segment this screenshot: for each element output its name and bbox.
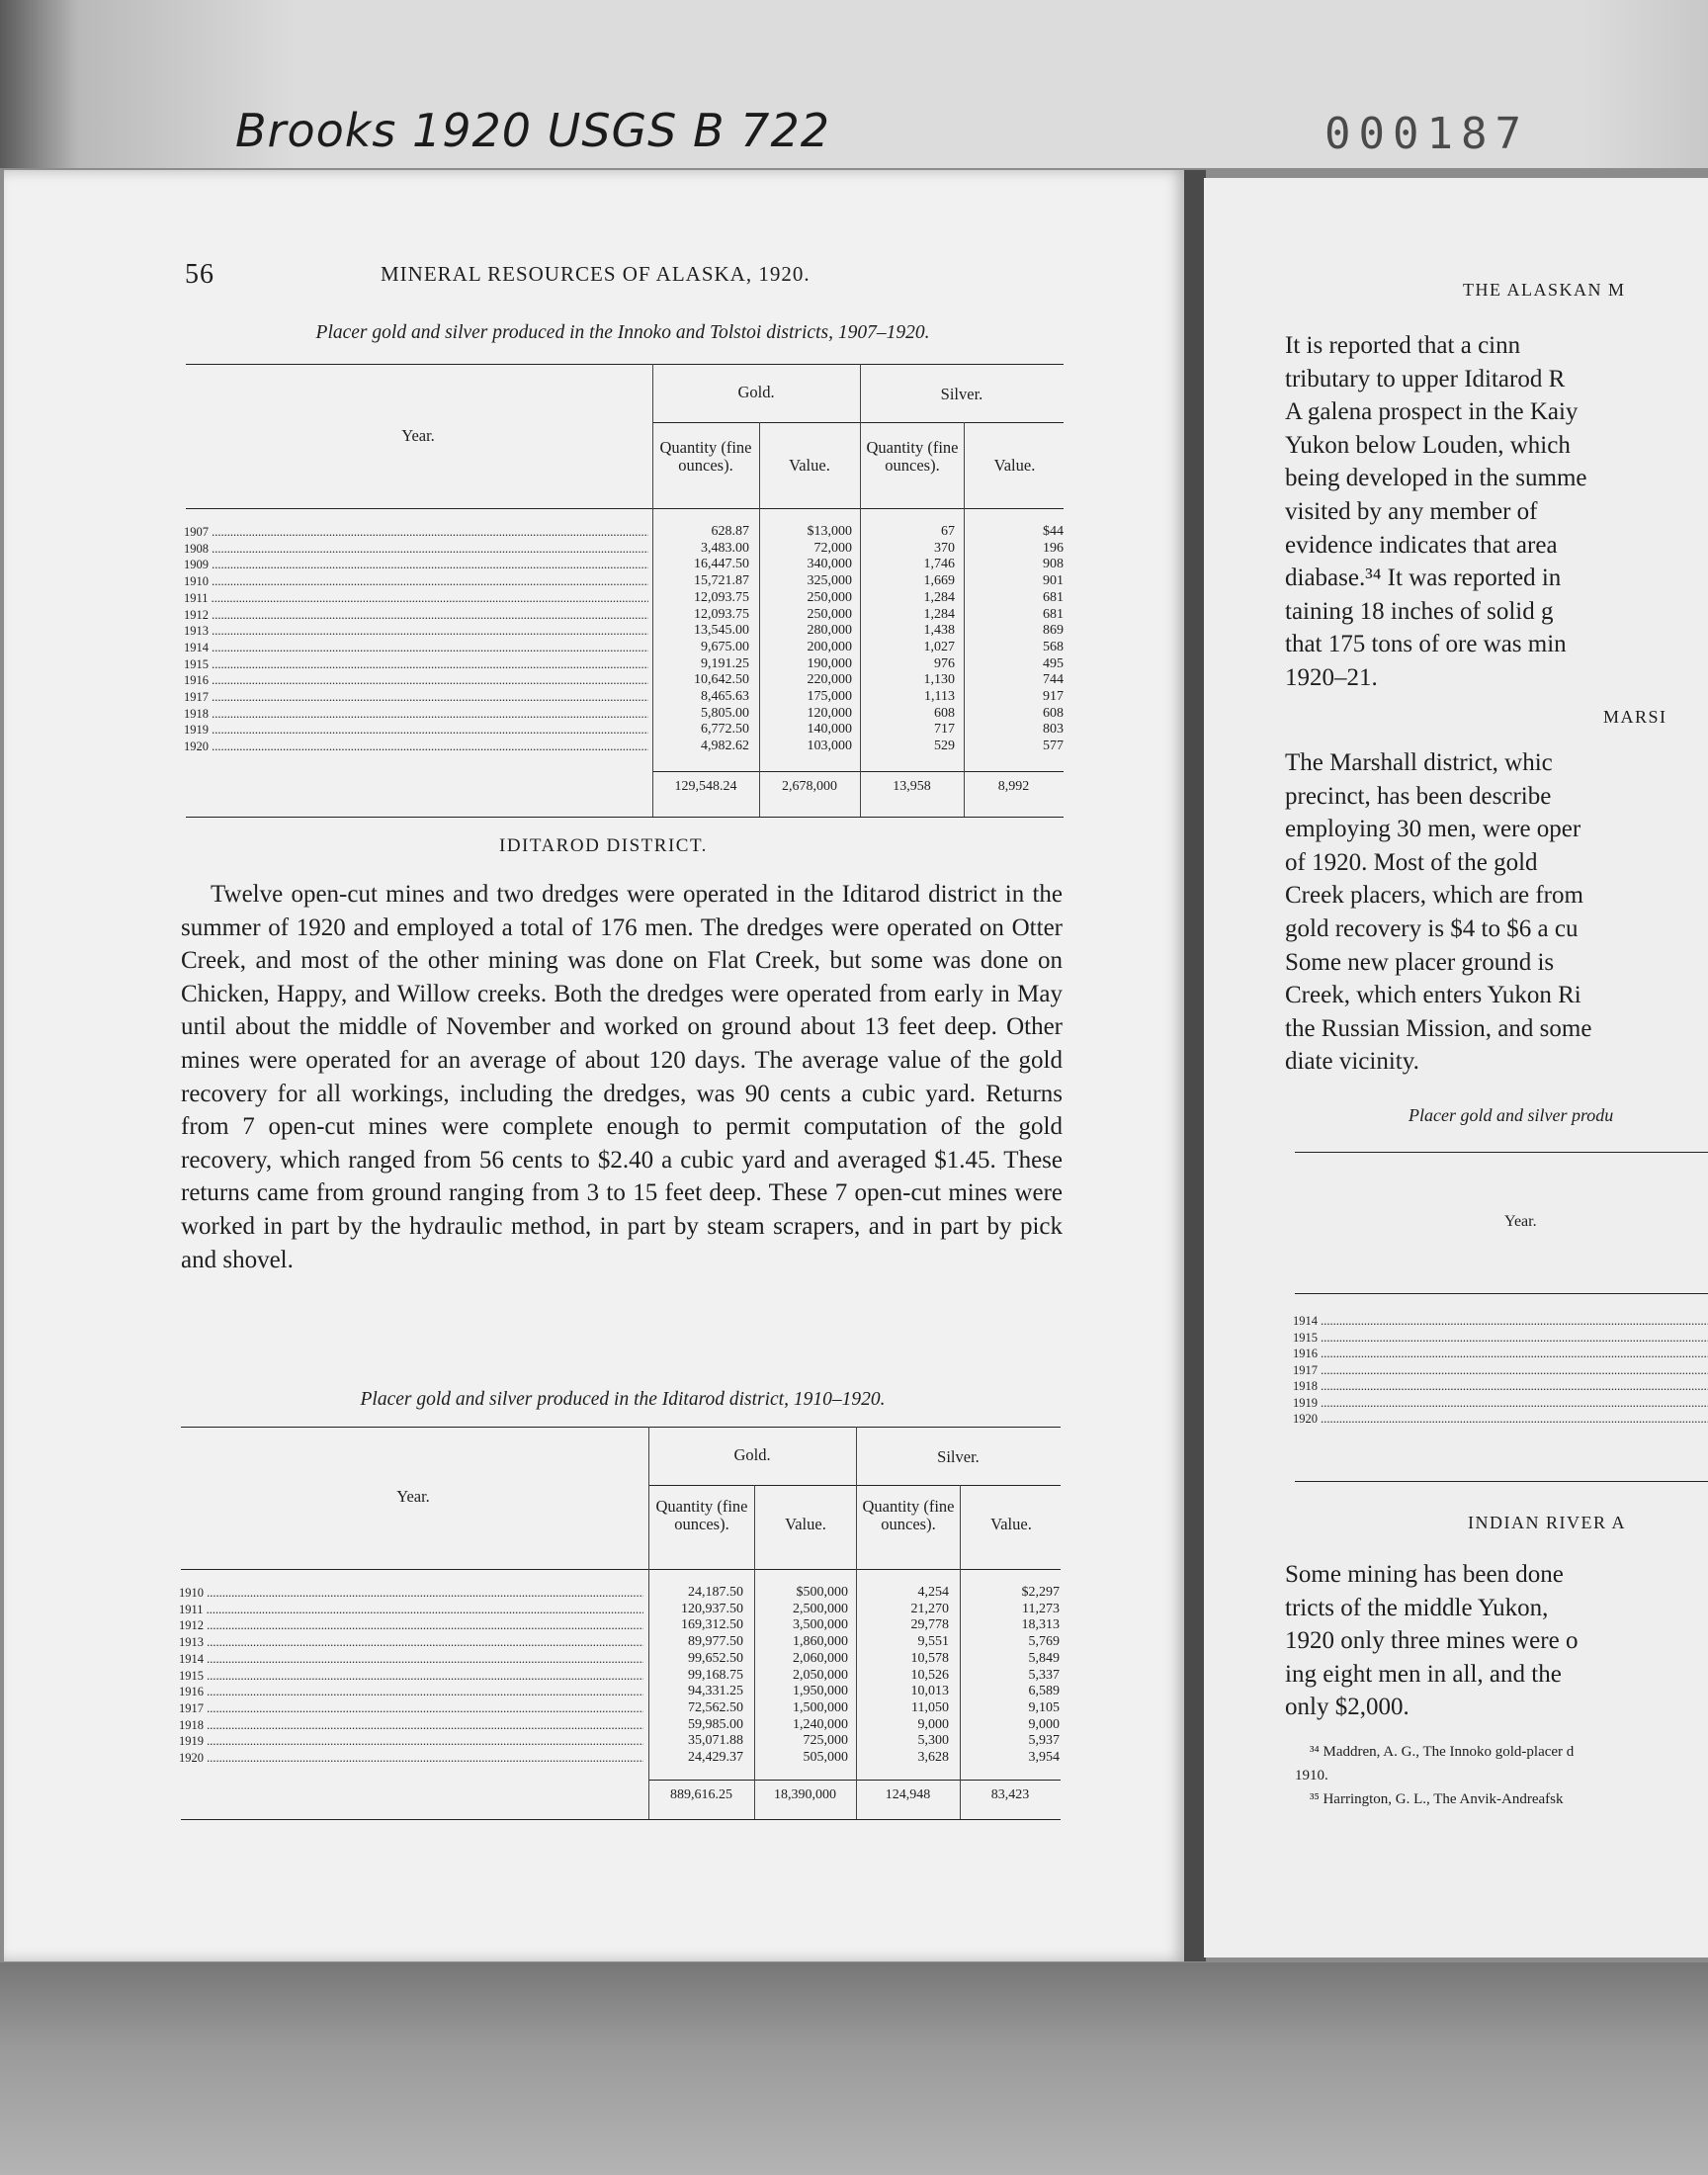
table2-silver-value-cell: 6,589 <box>1028 1684 1060 1699</box>
text-line: Creek, which enters Yukon Ri <box>1285 982 1581 1009</box>
table1-silver-qty-cell: 717 <box>934 722 955 738</box>
right-table-year-cell: 1920 ..... <box>1293 1411 1708 1428</box>
table2-gold-qty-column <box>654 1585 743 1767</box>
table1-year-cell: 1919 ..... <box>184 722 648 739</box>
table1-gold-qty-cell: 628.87 <box>711 524 749 539</box>
table2-total-gold-qty: 889,616.25 <box>670 1787 732 1802</box>
table1-silver-value-cell: 901 <box>1043 573 1064 589</box>
table2-vrule <box>856 1427 857 1819</box>
right-paragraph-1 <box>1285 329 1586 695</box>
table2-top-rule <box>181 1427 1061 1428</box>
table1-silver-qty-cell: 1,284 <box>923 606 955 622</box>
table2-gold-value-cell: 1,860,000 <box>793 1634 848 1650</box>
paragraph-text: Twelve open-cut mines and two dredges were operated in the Iditarod district in the summer of 1920 and employed a total of 176 men. The dredges were operated on Otter Creek, and most of the other mining was done on Flat Creek, but some was done on Chicken, Happy, and Willow creeks. Both the dredges were operated from early in May until about the middle of November and worked on ground about 13 feet deep. Other mines were operated for an average of about 120 days. The average value of the gold recovery for all workings, including the dredges, was 90 cents a cubic yard. Returns from 7 open-cut mines were complete enough to permit computation of the gold recovery, which ranged from 56 cents to $2.40 a cubic yard and averaged $1.45. These returns came from ground ranging from 3 to 15 feet deep. These 7 open-cut mines were worked in part by the hydraulic method, in part by steam scrapers, and in part by pick and shovel. <box>181 881 1063 1273</box>
text-line: Yukon below Louden, which <box>1285 431 1571 459</box>
text-line: of 1920. Most of the gold <box>1285 848 1538 876</box>
text-line: only $2,000. <box>1285 1694 1409 1721</box>
table1-gold-value-cell: 220,000 <box>807 672 852 688</box>
table2-year-cell: 1915 ..... <box>179 1668 643 1685</box>
table1-silver-qty-cell: 67 <box>941 524 955 539</box>
table2-year-header: Year. <box>396 1487 430 1506</box>
table1-silver-value-cell: 917 <box>1043 689 1064 705</box>
table1-gold-value-cell: 280,000 <box>807 623 852 639</box>
table1-gold-value-cell: 250,000 <box>807 589 852 605</box>
body-paragraph <box>181 878 1063 1276</box>
table1-gold-qty-cell: 12,093.75 <box>694 606 749 622</box>
table1-total-gold-qty: 129,548.24 <box>674 779 737 794</box>
text-line: diate vicinity. <box>1285 1048 1419 1076</box>
table1-gold-header: Gold. <box>737 383 775 401</box>
table2-silver-qty-column <box>860 1585 949 1767</box>
table1-silver-qty-cell: 1,438 <box>923 623 955 639</box>
table1-gold-value-cell: 340,000 <box>807 557 852 572</box>
table1-vrule <box>652 364 653 817</box>
table2-silver-qty-cell: 10,578 <box>910 1650 949 1666</box>
table2-year-cell: 1920 ..... <box>179 1750 643 1767</box>
table1-gold-qty-column <box>660 524 749 755</box>
table2-vrule <box>754 1485 755 1819</box>
table1-silver-value-cell: 681 <box>1043 589 1064 605</box>
table2-gold-qty-cell: 89,977.50 <box>688 1634 743 1650</box>
table2-gold-qty-cell: 35,071.88 <box>688 1733 743 1749</box>
table2-total-silver-value: 83,423 <box>990 1787 1030 1802</box>
table1-silver-value-header: Value. <box>993 456 1036 475</box>
table2-bottom-rule <box>181 1819 1061 1820</box>
text-line: being developed in the summe <box>1285 465 1587 492</box>
table1-year-cell: 1913 ..... <box>184 623 648 640</box>
table1-vrule <box>860 364 861 817</box>
table2-gold-value-cell: 1,500,000 <box>793 1699 848 1715</box>
text-line: Some mining has been done <box>1285 1561 1564 1588</box>
table1-gold-qty-cell: 9,191.25 <box>701 655 749 671</box>
table1-silver-qty-cell: 529 <box>934 739 955 754</box>
table2-total-rule <box>648 1780 1061 1781</box>
table1-gold-qty-cell: 16,447.50 <box>694 557 749 572</box>
text-line: precinct, has been describe <box>1285 782 1552 810</box>
table2-year-cell: 1912 ..... <box>179 1617 643 1634</box>
text-line: 1920 only three mines were o <box>1285 1627 1579 1655</box>
table1-total-rule <box>652 771 1064 772</box>
right-table-year-cell: 1914 ..... <box>1293 1313 1708 1330</box>
table2-silver-value-cell: 5,937 <box>1028 1733 1060 1749</box>
table1-year-cell: 1909 ..... <box>184 557 648 573</box>
table1-gold-qty-cell: 10,642.50 <box>694 672 749 688</box>
table1-silver-value-cell: 495 <box>1043 655 1064 671</box>
table1-year-cell: 1918 ..... <box>184 706 648 723</box>
table2-gold-qty-cell: 24,187.50 <box>688 1585 743 1600</box>
table2-gold-value-cell: 2,500,000 <box>793 1601 848 1616</box>
table1-gold-value-header: Value. <box>789 456 830 475</box>
table1-gold-value-cell: 250,000 <box>807 606 852 622</box>
table1-year-cell: 1920 ..... <box>184 739 648 755</box>
table1-group-rule <box>652 422 1064 423</box>
table1-gold-value-cell: 140,000 <box>807 722 852 738</box>
right-table-year-column <box>1293 1313 1708 1428</box>
table1-silver-qty-cell: 608 <box>934 705 955 721</box>
stamp-number: 000187 <box>1324 109 1529 159</box>
table1-bottom-rule <box>186 817 1064 818</box>
table2-silver-qty-cell: 3,628 <box>917 1750 949 1766</box>
table1-silver-qty-cell: 1,130 <box>923 672 955 688</box>
table1-year-cell: 1911 ..... <box>184 590 648 607</box>
handwritten-note: Brooks 1920 USGS B 722 <box>235 104 830 157</box>
table1-total-gold-value: 2,678,000 <box>782 779 837 794</box>
table2-silver-qty-cell: 4,254 <box>917 1585 949 1600</box>
running-head: MINERAL RESOURCES OF ALASKA, 1920. <box>381 262 811 286</box>
table1-year-cell: 1914 ..... <box>184 640 648 656</box>
table1-silver-value-cell: 869 <box>1043 623 1064 639</box>
table2-silver-value-cell: 5,849 <box>1028 1650 1060 1666</box>
text-line: that 175 tons of ore was min <box>1285 631 1567 658</box>
text-line: visited by any member of <box>1285 497 1538 525</box>
table1-gold-qty-cell: 15,721.87 <box>694 573 749 589</box>
table2-silver-value-cell: 3,954 <box>1028 1750 1060 1766</box>
table1-silver-qty-header: Quantity (fine ounces). <box>866 438 959 475</box>
table1-year-cell: 1916 ..... <box>184 672 648 689</box>
table2-total-silver-qty: 124,948 <box>885 1787 931 1802</box>
table1-gold-qty-header: Quantity (fine ounces). <box>659 438 752 475</box>
table2-gold-value-cell: $500,000 <box>796 1585 848 1600</box>
text-line: 1920–21. <box>1285 663 1378 691</box>
table1-gold-value-cell: 200,000 <box>807 639 852 654</box>
table1-gold-qty-cell: 5,805.00 <box>701 705 749 721</box>
table2-silver-qty-cell: 10,526 <box>910 1667 949 1683</box>
text-line: employing 30 men, were oper <box>1285 816 1581 843</box>
table1-silver-value-cell: 744 <box>1043 672 1064 688</box>
right-running-head: THE ALASKAN M <box>1463 280 1626 300</box>
text-line: Some new placer ground is <box>1285 948 1555 976</box>
table2-gold-value-cell: 1,240,000 <box>793 1716 848 1732</box>
right-table-header-rule <box>1295 1293 1708 1294</box>
table2-silver-qty-cell: 29,778 <box>910 1617 949 1633</box>
table1-gold-qty-cell: 4,982.62 <box>701 739 749 754</box>
table2-year-cell: 1914 ..... <box>179 1651 643 1668</box>
table1-silver-value-cell: 908 <box>1043 557 1064 572</box>
table1-gold-value-cell: 190,000 <box>807 655 852 671</box>
table2-gold-value-cell: 2,050,000 <box>793 1667 848 1683</box>
text-line: the Russian Mission, and some <box>1285 1014 1592 1042</box>
table2-gold-qty-cell: 94,331.25 <box>688 1684 743 1699</box>
table1-year-cell: 1912 ..... <box>184 607 648 624</box>
table1-gold-qty-cell: 12,093.75 <box>694 589 749 605</box>
table2-caption: Placer gold and silver produced in the Iditarod district, 1910–1920. <box>360 1389 886 1410</box>
table1-silver-qty-cell: 1,284 <box>923 589 955 605</box>
right-heading-indian-river: INDIAN RIVER A <box>1468 1513 1626 1532</box>
table2-header-rule <box>181 1569 1061 1570</box>
text-line: taining 18 inches of solid g <box>1285 597 1554 625</box>
table1-gold-value-cell: 72,000 <box>813 540 852 556</box>
text-line: The Marshall district, whic <box>1285 749 1553 776</box>
table2-gold-qty-cell: 169,312.50 <box>681 1617 743 1633</box>
text-line: diabase.³⁴ It was reported in <box>1285 565 1562 592</box>
table1-silver-qty-cell: 1,746 <box>923 557 955 572</box>
table1-silver-value-cell: 681 <box>1043 606 1064 622</box>
book-gutter <box>1184 170 1206 1961</box>
table1-silver-value-cell: 803 <box>1043 722 1064 738</box>
table2-silver-value-cell: 11,273 <box>1022 1601 1060 1616</box>
table1-gold-qty-cell: 9,675.00 <box>701 639 749 654</box>
table2-gold-qty-cell: 24,429.37 <box>688 1750 743 1766</box>
right-paragraph-3 <box>1285 1558 1578 1724</box>
table2-group-rule <box>648 1485 1061 1486</box>
table2-silver-value-cell: 18,313 <box>1021 1617 1060 1633</box>
table1-silver-qty-cell: 1,113 <box>924 689 955 705</box>
table2-silver-qty-cell: 5,300 <box>917 1733 949 1749</box>
table1-silver-qty-cell: 976 <box>934 655 955 671</box>
table1-year-cell: 1907 ..... <box>184 524 648 541</box>
section-heading: IDITAROD DISTRICT. <box>499 835 708 856</box>
footnote-35: ³⁵ Harrington, G. L., The Anvik-Andreafsk <box>1310 1791 1564 1807</box>
table2-total-gold-value: 18,390,000 <box>774 1787 836 1802</box>
right-table-year-header: Year. <box>1504 1213 1537 1230</box>
table2-silver-qty-cell: 10,013 <box>910 1684 949 1699</box>
table2-silver-qty-header: Quantity (fine ounces). <box>862 1497 955 1533</box>
table2-silver-value-cell: 9,000 <box>1028 1716 1060 1732</box>
table1-silver-qty-cell: 1,669 <box>923 573 955 589</box>
table2-gold-value-cell: 505,000 <box>803 1750 848 1766</box>
table1-total-silver-qty: 13,958 <box>893 779 931 794</box>
right-table-top-rule <box>1295 1152 1708 1153</box>
table2-silver-qty-cell: 11,050 <box>911 1699 949 1715</box>
table2-year-cell: 1910 ..... <box>179 1585 643 1602</box>
table2-gold-qty-cell: 99,652.50 <box>688 1650 743 1666</box>
scan-bottom-margin <box>0 1962 1708 2175</box>
table2-silver-qty-cell: 9,000 <box>917 1716 949 1732</box>
table2-gold-qty-cell: 72,562.50 <box>688 1699 743 1715</box>
table2-vrule <box>648 1427 649 1819</box>
text-line: It is reported that a cinn <box>1285 332 1521 359</box>
table2-silver-header: Silver. <box>937 1447 980 1466</box>
table1-gold-qty-cell: 8,465.63 <box>701 689 749 705</box>
table2-gold-value-header: Value. <box>785 1515 826 1533</box>
table2-vrule <box>960 1485 961 1819</box>
table2-gold-header: Gold. <box>733 1445 771 1464</box>
table1-gold-qty-cell: 3,483.00 <box>701 540 749 556</box>
table1-silver-qty-column <box>866 524 955 755</box>
text-line: A galena prospect in the Kaiy <box>1285 398 1579 426</box>
right-paragraph-2 <box>1285 746 1591 1079</box>
right-table-caption: Placer gold and silver produ <box>1409 1105 1614 1125</box>
table2-gold-qty-cell: 59,985.00 <box>688 1716 743 1732</box>
right-table-year-cell: 1918 ..... <box>1293 1378 1708 1395</box>
table1-year-cell: 1915 ..... <box>184 656 648 673</box>
table1-gold-value-cell: 120,000 <box>807 705 852 721</box>
right-heading-marshall: MARSI <box>1603 707 1667 727</box>
table2-silver-qty-cell: 9,551 <box>917 1634 949 1650</box>
table1-silver-value-cell: 568 <box>1043 639 1064 654</box>
table2-silver-value-cell: 5,769 <box>1028 1634 1060 1650</box>
table1-silver-value-cell: 577 <box>1043 739 1064 754</box>
right-table-year-cell: 1917 ..... <box>1293 1362 1708 1379</box>
table1-gold-value-column <box>763 524 852 755</box>
page-number: 56 <box>185 259 214 290</box>
table1-top-rule <box>186 364 1064 365</box>
table1-header-rule <box>186 508 1064 509</box>
table2-year-cell: 1913 ..... <box>179 1634 643 1651</box>
table2-silver-value-cell: $2,297 <box>1021 1585 1060 1600</box>
table1-vrule <box>759 422 760 817</box>
table1-silver-qty-cell: 1,027 <box>923 639 955 654</box>
table1-year-header: Year. <box>401 426 435 445</box>
text-line: tributary to upper Iditarod R <box>1285 365 1566 392</box>
table1-silver-value-cell: 196 <box>1043 540 1064 556</box>
table1-gold-value-cell: 175,000 <box>807 689 852 705</box>
table2-silver-value-header: Value. <box>990 1515 1032 1533</box>
table1-silver-header: Silver. <box>940 385 983 403</box>
table1-caption: Placer gold and silver produced in the Innoko and Tolstoi districts, 1907–1920. <box>315 322 930 343</box>
text-line: Creek placers, which are from <box>1285 882 1583 910</box>
table2-year-cell: 1911 ..... <box>179 1602 643 1618</box>
table2-gold-qty-cell: 120,937.50 <box>681 1601 743 1616</box>
table2-gold-value-column <box>758 1585 848 1767</box>
table2-gold-qty-cell: 99,168.75 <box>688 1667 743 1683</box>
table2-silver-qty-cell: 21,270 <box>910 1601 949 1616</box>
table2-silver-value-cell: 5,337 <box>1028 1667 1060 1683</box>
table1-year-cell: 1917 ..... <box>184 689 648 706</box>
table1-silver-qty-cell: 370 <box>934 540 955 556</box>
table1-gold-qty-cell: 13,545.00 <box>694 623 749 639</box>
table1-gold-value-cell: $13,000 <box>807 524 852 539</box>
table1-gold-value-cell: 103,000 <box>807 739 852 754</box>
table2-gold-value-cell: 725,000 <box>803 1733 848 1749</box>
table2-gold-qty-header: Quantity (fine ounces). <box>655 1497 748 1533</box>
table2-gold-value-cell: 2,060,000 <box>793 1650 848 1666</box>
text-line: gold recovery is $4 to $6 a cu <box>1285 914 1579 942</box>
table1-year-column <box>184 524 648 755</box>
footnote-34: ³⁴ Maddren, A. G., The Innoko gold-placer d <box>1310 1744 1575 1760</box>
text-line: tricts of the middle Yukon, <box>1285 1594 1549 1621</box>
table2-silver-value-cell: 9,105 <box>1028 1699 1060 1715</box>
right-table-year-cell: 1919 ..... <box>1293 1395 1708 1412</box>
table1-vrule <box>964 422 965 817</box>
table1-silver-value-column <box>969 524 1064 755</box>
table1-total-silver-value: 8,992 <box>997 779 1030 794</box>
table1-silver-value-cell: 608 <box>1043 705 1064 721</box>
right-table-bottom-rule <box>1295 1481 1708 1482</box>
right-table-year-cell: 1916 ..... <box>1293 1346 1708 1362</box>
text-line: ing eight men in all, and the <box>1285 1660 1562 1688</box>
table1-gold-qty-cell: 6,772.50 <box>701 722 749 738</box>
table2-year-cell: 1917 ..... <box>179 1700 643 1717</box>
text-line: evidence indicates that area <box>1285 531 1558 559</box>
table2-year-cell: 1919 ..... <box>179 1733 643 1750</box>
table2-gold-value-cell: 3,500,000 <box>793 1617 848 1633</box>
table2-year-column <box>179 1585 643 1767</box>
table2-silver-value-column <box>964 1585 1060 1767</box>
table2-gold-value-cell: 1,950,000 <box>793 1684 848 1699</box>
table2-year-cell: 1918 ..... <box>179 1717 643 1734</box>
table1-year-cell: 1910 ..... <box>184 573 648 590</box>
footnote-34-continued: 1910. <box>1295 1768 1328 1784</box>
table2-year-cell: 1916 ..... <box>179 1684 643 1700</box>
right-table-year-cell: 1915 ..... <box>1293 1330 1708 1347</box>
table1-gold-value-cell: 325,000 <box>807 573 852 589</box>
table1-silver-value-cell: $44 <box>1043 524 1064 539</box>
table1-year-cell: 1908 ..... <box>184 541 648 558</box>
